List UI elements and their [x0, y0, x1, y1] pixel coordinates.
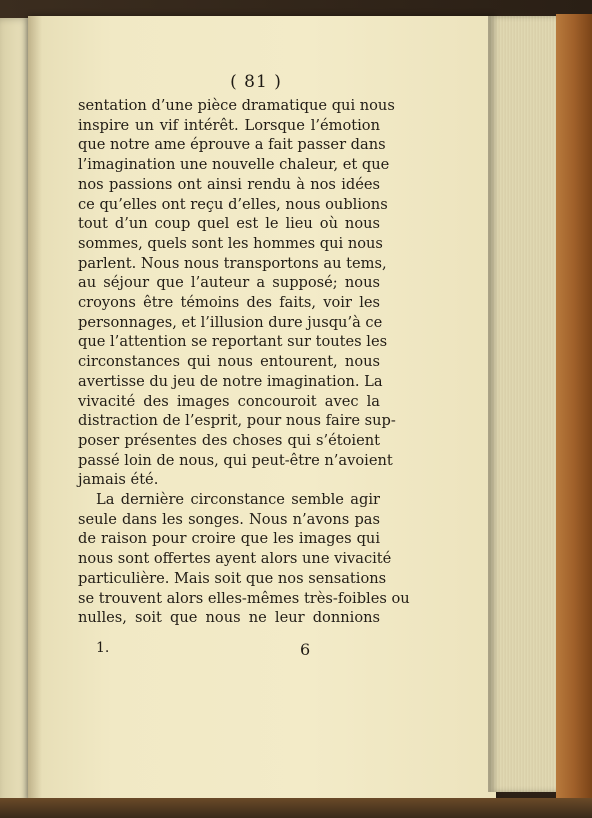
text-line: nous sont offertes ayent alors une vivacité: [78, 550, 392, 568]
text-line: jamais été.: [78, 471, 159, 489]
text-line: vivacité des images concouroit avec la: [78, 392, 380, 410]
text-line: croyons être témoins des faits, voir les: [78, 294, 380, 312]
body-text: [78, 96, 410, 628]
text-line: que l’attention se reportant sur toutes les: [78, 333, 388, 351]
text-line: l’imagination une nouvelle chaleur, et que: [78, 156, 390, 174]
text-line: poser présentes des choses qui s’étoient: [78, 431, 380, 449]
text-line: circonstances qui nous entourent, nous: [78, 353, 380, 371]
text-line: inspire un vif intérêt. Lorsque l’émotion: [78, 116, 380, 134]
text-line: distraction de l’esprit, pour nous faire sup-: [78, 412, 396, 430]
text-line: nulles, soit que nous ne leur donnions: [78, 609, 380, 627]
text-line: nos passions ont ainsi rendu à nos idées: [78, 175, 380, 193]
signature-mark: 1.: [96, 640, 110, 656]
text-line: passé loin de nous, qui peut-être n’avoient: [78, 451, 393, 469]
page-gutter-shadow: [28, 16, 42, 800]
book-cover-bottom: [0, 798, 592, 818]
text-line: La dernière circonstance semble agir: [96, 491, 380, 509]
text-line: sentation d’une pièce dramatique qui nous: [78, 97, 395, 114]
text-line: seule dans les songes. Nous n’avons pas: [78, 510, 380, 528]
text-line: tout d’un coup quel est le lieu où nous: [78, 215, 380, 233]
text-line: avertisse du jeu de notre imagination. La: [78, 372, 383, 390]
left-page-edge: [0, 18, 30, 808]
text-line: ce qu’elles ont reçu d’elles, nous oublions: [78, 195, 388, 213]
page-footer: [0, 640, 592, 660]
book-cover-right: [556, 14, 592, 804]
page-stack-edges: [488, 16, 560, 792]
text-line: particulière. Mais soit que nos sensations: [78, 569, 387, 587]
text-line: personnages, et l’illusion dure jusqu’à ce: [78, 313, 383, 331]
text-line: sommes, quels sont les hommes qui nous: [78, 234, 383, 252]
text-line: de raison pour croire que les images qui: [78, 530, 380, 548]
text-line: se trouvent alors elles-mêmes très-foibles ou: [78, 589, 410, 607]
text-line: parlent. Nous nous transportons au tems,: [78, 254, 387, 272]
page-number: ( 81 ): [230, 72, 282, 92]
text-line: au séjour que l’auteur a supposé; nous: [78, 274, 380, 292]
text-line: que notre ame éprouve a fait passer dans: [78, 136, 386, 154]
folio-mark: 6: [300, 640, 311, 659]
